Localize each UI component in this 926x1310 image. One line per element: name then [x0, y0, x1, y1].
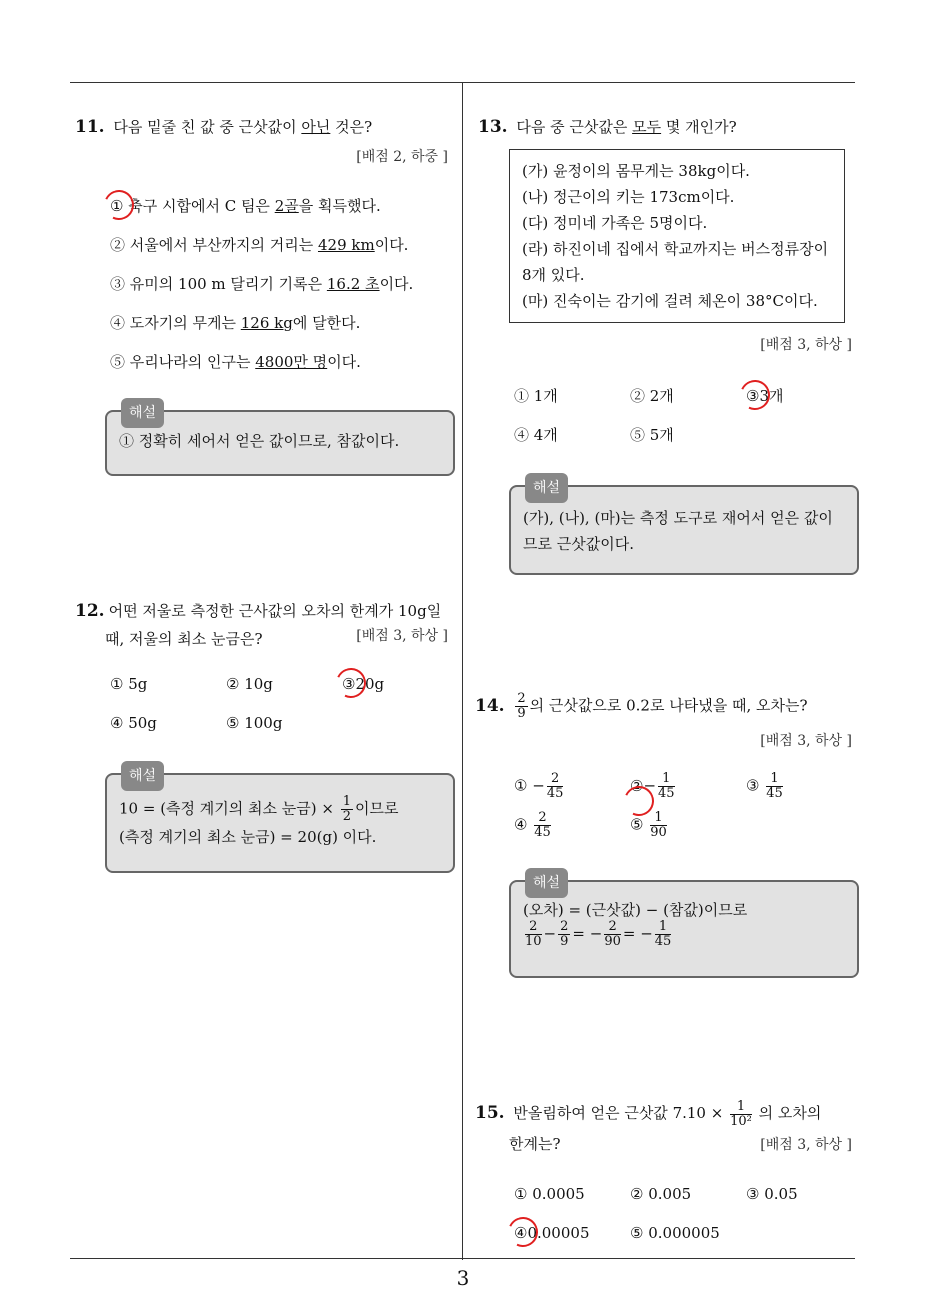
option-5[interactable]: ⑤ 우리나라의 인구는 4800만 명이다.: [110, 353, 361, 371]
page-number: 3: [456, 1266, 470, 1290]
explanation-box: 해설 ① 정확히 세어서 얻은 값이므로, 참값이다.: [105, 410, 455, 476]
question-11: 11. 다음 밑줄 친 값 중 근삿값이 아닌 것은?: [75, 117, 373, 137]
option-1[interactable]: ① − $\frac{2}{45}$: [514, 771, 564, 801]
option-1[interactable]: ① 1개: [514, 387, 558, 405]
option-1[interactable]: ① 축구 시합에서 C 팀은 2골을 획득했다.: [110, 195, 381, 216]
score-label: [배점 3, 하상 ]: [760, 733, 852, 749]
explanation-tag: 해설: [525, 868, 568, 898]
option-2[interactable]: ② 서울에서 부산까지의 거리는 429 km이다.: [110, 236, 409, 254]
question-15: 15. 반올림하여 얻은 근삿값 7.10 × $\frac{1}{\text{10²}}$ 의 오차의 한계는?: [475, 1098, 822, 1153]
question-12: 12. 어떤 저울로 측정한 근사값의 오차의 한계가 10g일 때, 저울의 최소 눈금은?: [75, 601, 442, 648]
option-4[interactable]: ④ 도자기의 무게는 126 kg에 달한다.: [110, 314, 361, 332]
explanation-box: 해설 10 = (측정 계기의 최소 눈금) × $\frac{1}{2}$ 이므로 (측정 계기의 최소 눈금) = 20(g) 이다.: [105, 773, 455, 873]
option-4[interactable]: ④ $\frac{2}{45}$: [514, 810, 551, 840]
statement-box: (가) 윤정이의 몸무게는 38kg이다. (나) 정근이의 키는 173cm이다. (다) 정미네 가족은 5명이다. (라) 하진이네 집에서 학교까지는 버스정류장이 8개 있다. (마) 진숙이는 감기에 걸려 체온이 38°C이다.: [509, 149, 845, 323]
score-label: [배점 2, 하중 ]: [356, 149, 448, 165]
option-5[interactable]: ⑤ $\frac{1}{90}$: [630, 810, 667, 840]
score-label: [배점 3, 하상 ]: [760, 1137, 852, 1153]
option-2[interactable]: ② 10g: [226, 675, 273, 693]
option-3[interactable]: ③3개: [746, 385, 784, 406]
option-2[interactable]: ②− $\frac{1}{45}$: [630, 772, 677, 801]
question-number: 11.: [75, 117, 105, 137]
option-1[interactable]: ① 5g: [110, 675, 148, 693]
option-4[interactable]: ④0.00005: [514, 1224, 589, 1242]
option-1[interactable]: ① 0.0005: [514, 1185, 585, 1203]
answer-circle: [504, 1213, 542, 1251]
explanation-box: 해설 (오차) = (근삿값) − (참값)이므로 $\frac{2}{10}$ − $\frac{2}{9}$ = − $\frac{2}{90}$ = − $\frac{1}{45}$: [509, 880, 859, 978]
bottom-rule: [70, 1258, 855, 1259]
explanation-box: 해설 (가), (나), (마)는 측정 도구로 재어서 얻은 값이 므로 근삿값이다.: [509, 485, 859, 575]
option-3[interactable]: ③ $\frac{1}{45}$: [746, 771, 783, 801]
explanation-tag: 해설: [121, 761, 164, 791]
score-label: [배점 3, 하상 ]: [760, 337, 852, 353]
option-2[interactable]: ② 0.005: [630, 1185, 692, 1203]
explanation-tag: 해설: [121, 398, 164, 428]
option-3[interactable]: ③ 0.05: [746, 1185, 798, 1203]
question-13: 13. 다음 중 근삿값은 모두 몇 개인가?: [478, 117, 737, 137]
option-5[interactable]: ⑤ 100g: [226, 714, 283, 732]
score-label: [배점 3, 하상 ]: [356, 628, 448, 644]
answer-circle: [736, 376, 774, 414]
answer-circle: [332, 664, 370, 702]
option-3[interactable]: ③ 유미의 100 m 달리기 기록은 16.2 초이다.: [110, 275, 414, 293]
question-14: 14. $\frac{2}{9}$ 의 근삿값으로 0.2로 나타냈을 때, 오차는?: [475, 691, 808, 721]
option-3[interactable]: ③20g: [342, 675, 384, 693]
option-5[interactable]: ⑤ 5개: [630, 426, 674, 444]
option-4[interactable]: ④ 50g: [110, 714, 157, 732]
answer-circle: [100, 186, 138, 224]
option-4[interactable]: ④ 4개: [514, 426, 558, 444]
explanation-tag: 해설: [525, 473, 568, 503]
option-5[interactable]: ⑤ 0.000005: [630, 1224, 720, 1242]
column-divider: [462, 82, 463, 1260]
option-2[interactable]: ② 2개: [630, 387, 674, 405]
